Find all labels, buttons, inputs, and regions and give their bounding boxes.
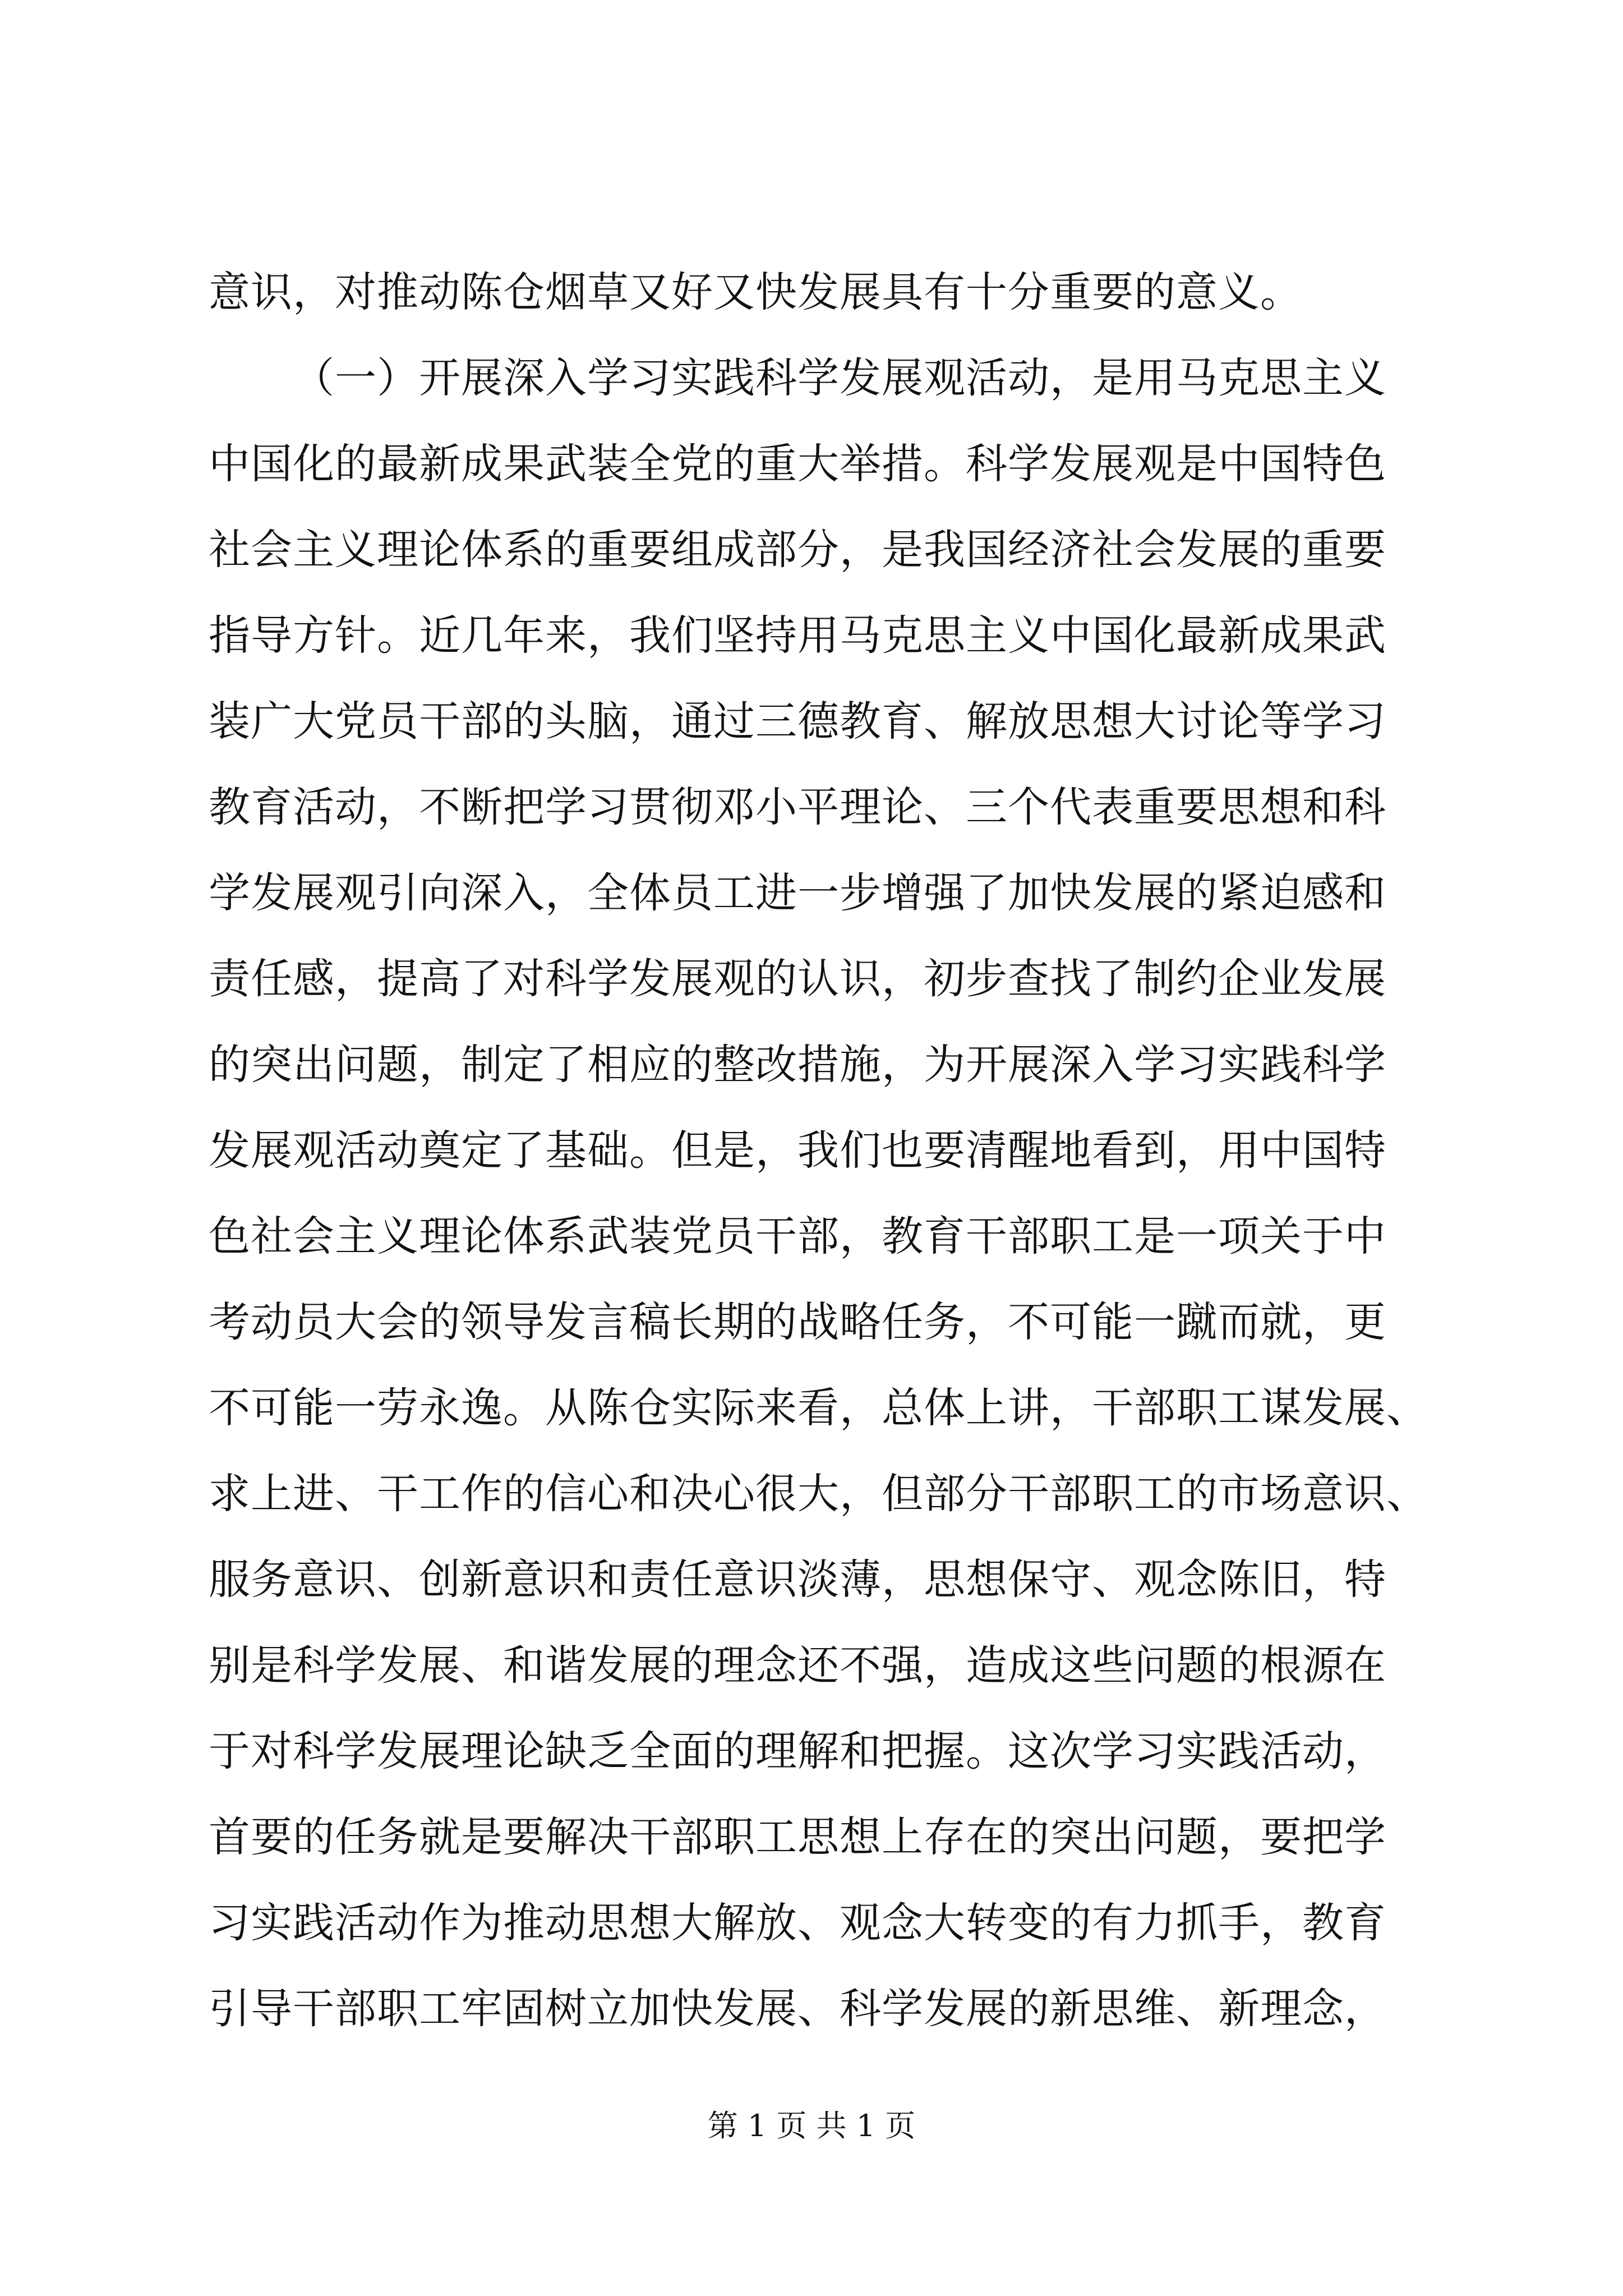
text-line: 指导方针。近几年来，我们坚持用马克思主义中国化最新成果武 [209, 611, 1386, 660]
paragraph-first-line: （一）开展深入学习实践科学发展观活动，是用马克思主义 [293, 354, 1386, 402]
text-line: 服务意识、创新意识和责任意识淡薄，思想保守、观念陈旧，特 [209, 1556, 1386, 1604]
text-line: 首要的任务就是要解决干部职工思想上存在的突出问题，要把学 [209, 1813, 1386, 1861]
text-line: 不可能一劳永逸。从陈仓实际来看，总体上讲，干部职工谋发展、 [209, 1384, 1428, 1432]
text-line: 别是科学发展、和谐发展的理念还不强，造成这些问题的根源在 [209, 1641, 1386, 1690]
text-line: 发展观活动奠定了基础。但是，我们也要清醒地看到，用中国特 [209, 1126, 1386, 1175]
text-line: 责任感，提高了对科学发展观的认识，初步查找了制约企业发展 [209, 955, 1386, 1003]
text-line: 求上进、干工作的信心和决心很大，但部分干部职工的市场意识、 [209, 1470, 1428, 1518]
text-line: 学发展观引向深入，全体员工进一步增强了加快发展的紧迫感和 [209, 869, 1386, 917]
text-line: 引导干部职工牢固树立加快发展、科学发展的新思维、新理念， [209, 1985, 1386, 2033]
text-line: 的突出问题，制定了相应的整改措施，为开展深入学习实践科学 [209, 1041, 1386, 1089]
text-line: 习实践活动作为推动思想大解放、观念大转变的有力抓手，教育 [209, 1899, 1386, 1947]
text-line: 中国化的最新成果武装全党的重大举措。科学发展观是中国特色 [209, 440, 1386, 488]
text-line: 于对科学发展理论缺乏全面的理解和把握。这次学习实践活动， [209, 1727, 1386, 1775]
text-line: 色社会主义理论体系武装党员干部，教育干部职工是一项关于中 [209, 1212, 1386, 1260]
text-line: 意识，对推动陈仓烟草又好又快发展具有十分重要的意义。 [209, 268, 1302, 316]
text-line: 教育活动，不断把学习贯彻邓小平理论、三个代表重要思想和科 [209, 783, 1386, 831]
text-line: 社会主义理论体系的重要组成部分，是我国经济社会发展的重要 [209, 526, 1386, 574]
body-text [209, 250, 1428, 2052]
text-line: 考动员大会的领导发言稿长期的战略任务，不可能一蹴而就，更 [209, 1298, 1386, 1346]
text-line: 装广大党员干部的头脑，通过三德教育、解放思想大讨论等学习 [209, 697, 1386, 746]
page-number-footer: 第 1 页 共 1 页 [707, 2108, 916, 2143]
